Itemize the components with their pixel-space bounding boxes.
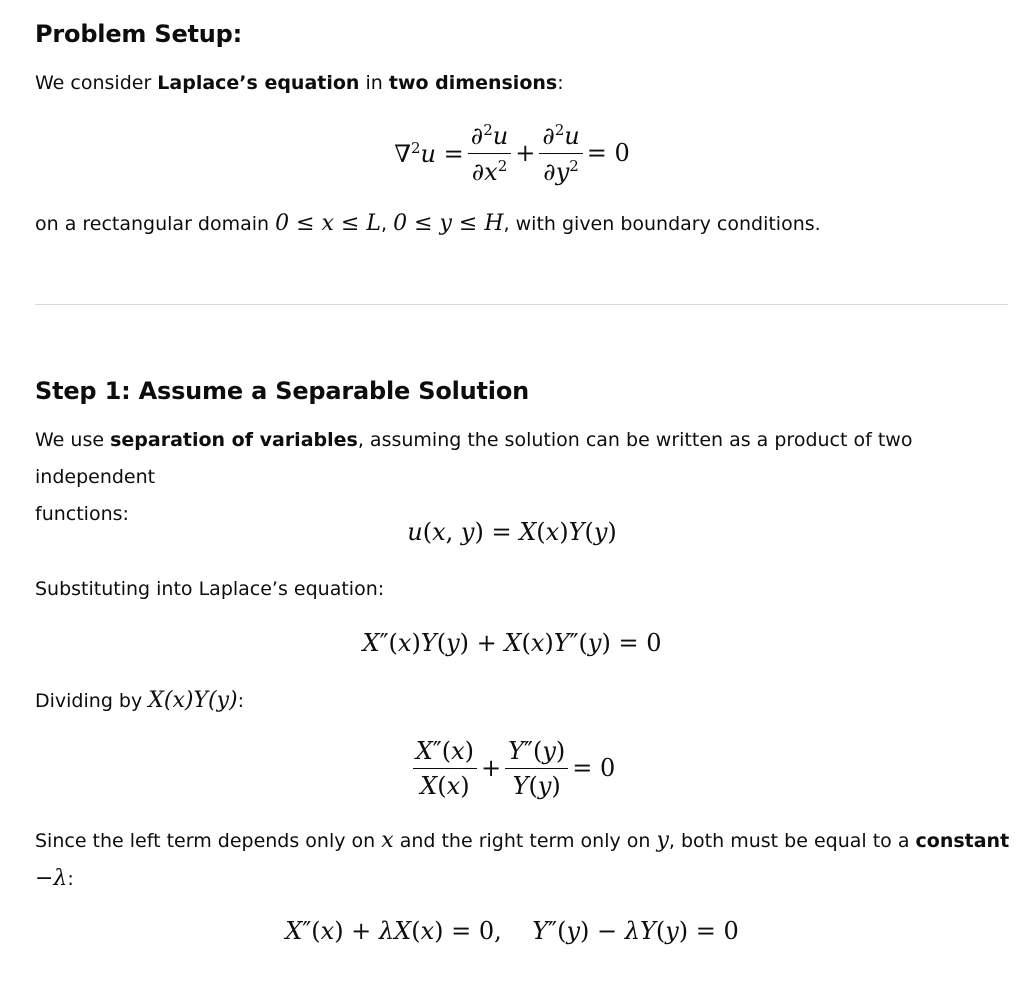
intro-text-a: We consider: [35, 72, 158, 94]
equation-divided: $\frac{X''(x)}{X(x)}$ + $\frac{Y''(y)}{Y(y)}$ = 0: [0, 735, 1024, 801]
since-text-c: , both must be equal to a: [668, 830, 916, 852]
since-bold-constant: constant: [915, 830, 1010, 852]
separation-text-c: , assuming the solution can be written as a product of two independent: [35, 429, 913, 488]
equation-substituted: X″(x)Y(y) + X(x)Y″(y) = 0: [362, 629, 662, 657]
domain-math-y: 0 ≤ y ≤ H: [393, 211, 504, 236]
domain-text-b: , with given boundary conditions.: [503, 213, 821, 235]
domain-paragraph: [35, 205, 821, 243]
separation-text-a: We use: [35, 429, 111, 451]
intro-bold-laplace: Laplace’s equation: [157, 72, 360, 94]
equation-laplace: ∇$^2$u = $\frac{\partial^2u}{\partial x^2}$ + $\frac{\partial^2u}{\partial y^2}$ = 0: [394, 120, 630, 186]
lambda-math: −λ: [35, 866, 68, 891]
section-divider: [35, 304, 1008, 305]
substituting-paragraph: Substituting into Laplace’s equation:: [35, 578, 385, 600]
dividing-math: X(x)Y(y): [148, 688, 238, 713]
heading-problem-setup: Problem Setup:: [35, 20, 243, 48]
dividing-text-a: Dividing by: [35, 690, 149, 712]
intro-text-c: in: [359, 72, 389, 94]
lambda-colon: :: [67, 868, 74, 890]
intro-bold-two-dimensions: two dimensions: [388, 72, 558, 94]
since-text-b: and the right term only on: [393, 830, 657, 852]
intro-text-e: :: [557, 72, 564, 94]
heading-step-1: Step 1: Assume a Separable Solution: [35, 377, 530, 405]
intro-paragraph: [35, 65, 564, 102]
dividing-text-b: :: [237, 690, 245, 712]
since-math-y: y: [656, 828, 669, 853]
domain-text-a: on a rectangular domain: [35, 213, 276, 235]
equation-product: u(x, y) = X(x)Y(y): [407, 518, 617, 546]
since-math-x: x: [381, 828, 394, 853]
separation-text-line2: functions:: [35, 503, 129, 525]
domain-comma: ,: [381, 213, 394, 235]
equation-odes: X″(x) + λX(x) = 0, Y″(y) − λY(y) = 0: [285, 917, 739, 945]
since-text-a: Since the left term depends only on: [35, 830, 382, 852]
since-paragraph: [35, 822, 1009, 898]
separation-bold: separation of variables: [110, 429, 358, 451]
dividing-paragraph: [35, 682, 244, 720]
domain-math-x: 0 ≤ x ≤ L: [275, 211, 381, 236]
